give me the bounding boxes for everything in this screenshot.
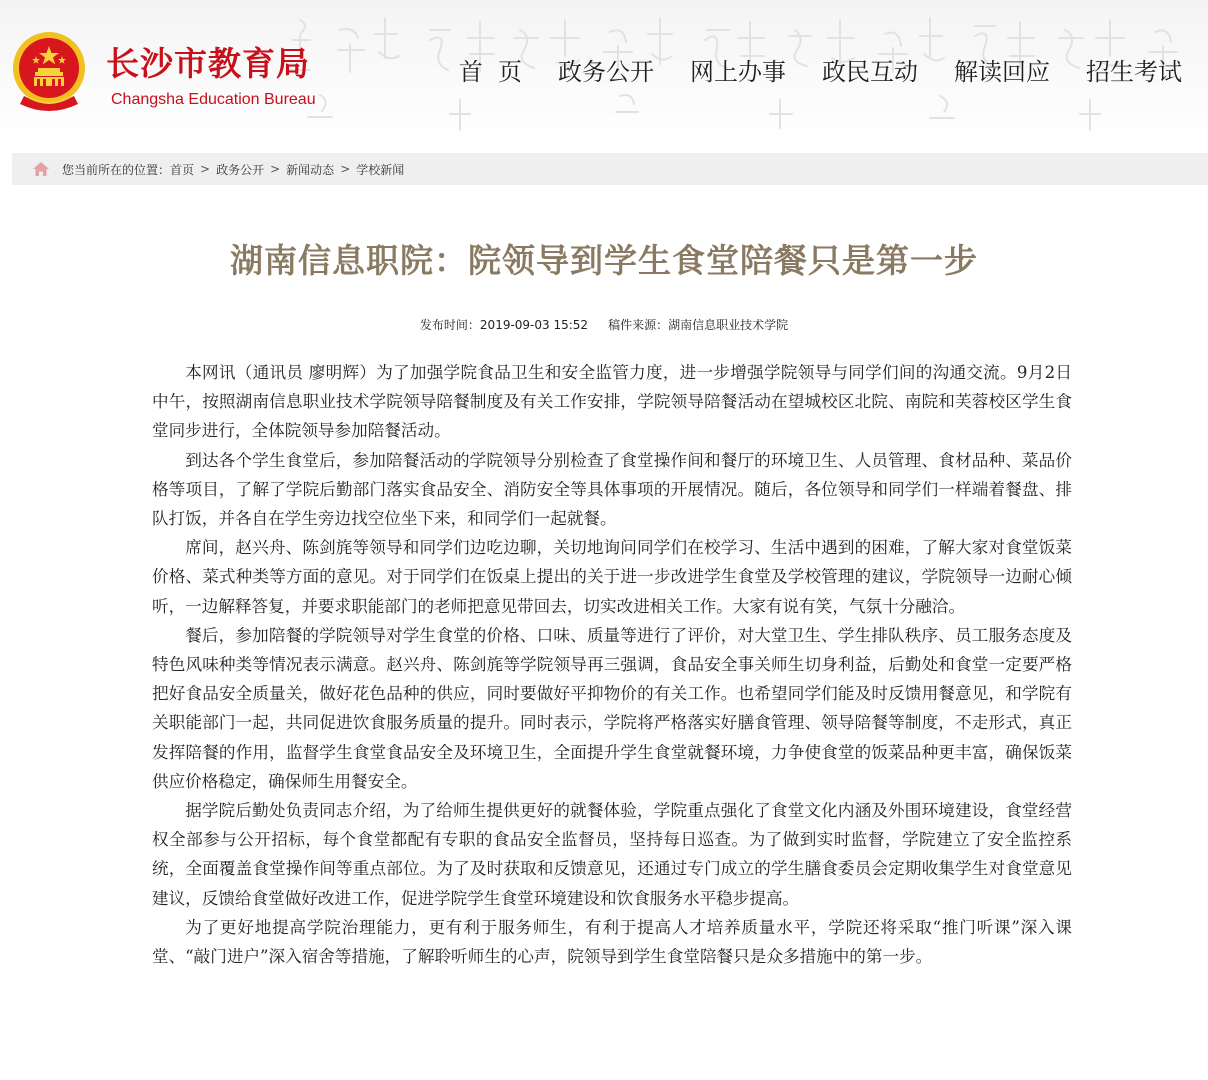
- breadcrumb-government-affairs[interactable]: 政务公开: [216, 162, 265, 177]
- article-body: [152, 358, 1072, 971]
- publish-time-label: 发布时间：: [419, 318, 480, 332]
- site-header: [0, 0, 1208, 150]
- nav-item-enrollment-exams[interactable]: 招生考试: [1086, 58, 1182, 86]
- nav-item-online-services[interactable]: 网上办事: [690, 58, 786, 86]
- article-paragraph: 席间，赵兴舟、陈剑旄等领导和同学们边吃边聊，关切地询问同学们在校学习、生活中遇到的困难，了解大家对食堂饭菜价格、菜式种类等方面的意见。对于同学们在饭桌上提出的关于进一步改进学生食堂及学校管理的建议，学院领导一边耐心倾听，一边解释答复，并要求职能部门的老师把意见带回去，切实改进相关工作。大家有说有笑，气氛十分融洽。: [152, 538, 1072, 616]
- breadcrumb-prefix: 您当前所在的位置：: [62, 162, 171, 177]
- nav-item-interpretation[interactable]: 解读回应: [954, 58, 1050, 86]
- nav-item-government-affairs[interactable]: 政务公开: [558, 58, 654, 86]
- article-paragraph: 餐后，参加陪餐的学院领导对学生食堂的价格、口味、质量等进行了评价，对大堂卫生、学生排队秩序、员工服务态度及特色风味种类等情况表示满意。赵兴舟、陈剑旄等学院领导再三强调，食品安全事关师生切身利益，后勤处和食堂一定要严格把好食品安全质量关，做好花色品种的供应，同时要做好平抑物价的有关工作。也希望同学们能及时反馈用餐意见，和学院有关职能部门一起，共同促进饮食服务质量的提升。同时表示，学院将严格落实好膳食管理、领导陪餐等制度，不走形式，真正发挥陪餐的作用，监督学生食堂食品安全及环境卫生，全面提升学生食堂就餐环境，力争使食堂的饭菜品种更丰富，确保饭菜供应价格稳定，确保师生用餐安全。: [152, 625, 1072, 791]
- main-nav: [459, 52, 1182, 92]
- article-paragraph: 为了更好地提高学院治理能力，更有利于服务师生，有利于提高人才培养质量水平，学院还将采取“推门听课”深入课堂、“敲门进户”深入宿舍等措施，了解聆听师生的心声，院领导到学生食堂陪餐只是众多措施中的第一步。: [152, 917, 1072, 967]
- article-paragraph: 据学院后勤处负责同志介绍，为了给师生提供更好的就餐体验，学院重点强化了食堂文化内涵及外围环境建设，食堂经营权全部参与公开招标，每个食堂都配有专职的食品安全监督员，坚持每日巡查。为了做到实时监督，学院建立了安全监控系统，全面覆盖食堂操作间等重点部位。为了及时获取和反馈意见，还通过专门成立的学生膳食委员会定期收集学生对食堂意见建议，反馈给食堂做好改进工作，促进学院学生食堂环境建设和饮食服务水平稳步提高。: [152, 801, 1072, 908]
- site-logo-title[interactable]: 长沙市教育局: [106, 44, 310, 83]
- breadcrumb-news[interactable]: 新闻动态: [286, 162, 335, 177]
- breadcrumb-separator: >: [270, 162, 281, 176]
- breadcrumb: [12, 153, 1208, 185]
- article-title: 湖南信息职院：院领导到学生食堂陪餐只是第一步: [230, 241, 978, 280]
- source-label: 稿件来源：: [608, 318, 669, 332]
- breadcrumb-separator: >: [200, 162, 211, 176]
- publish-time: 2019-09-03 15:52: [479, 318, 589, 332]
- article-meta: [0, 316, 1208, 333]
- nav-item-public-interaction[interactable]: 政民互动: [822, 58, 918, 86]
- site-logo-subtitle[interactable]: Changsha Education Bureau: [111, 91, 316, 108]
- article-source: 湖南信息职业技术学院: [668, 318, 789, 332]
- nav-item-home[interactable]: 首 页: [458, 58, 522, 86]
- breadcrumb-home[interactable]: 首页: [170, 162, 195, 177]
- home-icon: [32, 161, 50, 177]
- article-paragraph: 本网讯（通讯员 廖明辉）为了加强学院食品卫生和安全监管力度，进一步增强学院领导与同学们间的沟通交流。9月2日中午，按照湖南信息职业技术学院领导陪餐制度及有关工作安排，学院领导陪餐活动在望城校区北院、南院和芙蓉校区学生食堂同步进行，全体院领导参加陪餐活动。: [152, 363, 1072, 441]
- breadcrumb-school-news[interactable]: 学校新闻: [356, 162, 405, 177]
- article-paragraph: 到达各个学生食堂后，参加陪餐活动的学院领导分别检查了食堂操作间和餐厅的环境卫生、人员管理、食材品种、菜品价格等项目，了解了学院后勤部门落实食品安全、消防安全等具体事项的开展情况。随后，各位领导和同学们一样端着餐盘、排队打饭，并各自在学生旁边找空位坐下来，和同学们一起就餐。: [152, 450, 1072, 529]
- national-emblem-icon: [10, 28, 88, 112]
- breadcrumb-separator: >: [340, 162, 351, 176]
